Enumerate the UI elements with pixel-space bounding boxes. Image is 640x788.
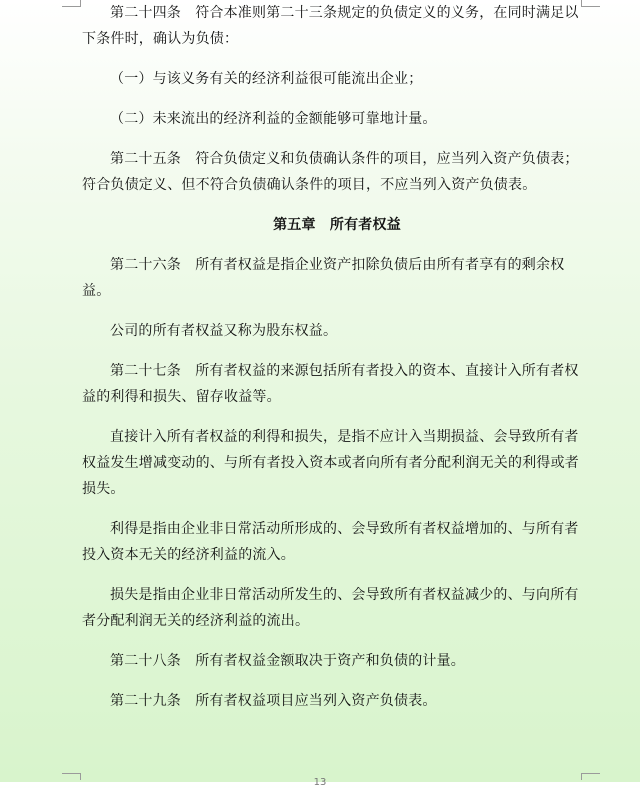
paragraph-article-25: 第二十五条 符合负债定义和负债确认条件的项目，应当列入资产负债表；符合负债定义、但不符合负债确认条件的项目，不应当列入资产负债表。	[82, 151, 579, 193]
page-corner-mark-top-left	[62, 0, 81, 7]
paragraph-item-2: （二）未来流出的经济利益的金额能够可靠地计量。	[110, 111, 437, 127]
page-number: 13	[313, 777, 327, 788]
paragraph-article-29: 第二十九条 所有者权益项目应当列入资产负债表。	[110, 693, 437, 709]
paragraph-article-27: 第二十七条 所有者权益的来源包括所有者投入的资本、直接计入所有者权益的利得和损失、留存收益等。	[82, 363, 579, 405]
chapter-heading: 第五章 所有者权益	[273, 217, 401, 233]
paragraph-direct-gains-losses: 直接计入所有者权益的利得和损失，是指不应计入当期损益、会导致所有者权益发生增减变动的、与所有者投入资本或者向所有者分配利润无关的利得或者损失。	[82, 429, 579, 497]
paragraph-article-24: 第二十四条 符合本准则第二十三条规定的负债定义的义务，在同时满足以下条件时，确认为负债：	[82, 5, 579, 47]
paragraph-item-1: （一）与该义务有关的经济利益很可能流出企业；	[110, 71, 423, 87]
paragraph-article-28: 第二十八条 所有者权益金额取决于资产和负债的计量。	[110, 653, 465, 669]
paragraph-article-26: 第二十六条 所有者权益是指企业资产扣除负债后由所有者享有的剩余权益。	[82, 257, 565, 299]
document-body	[82, 0, 592, 728]
paragraph-losses: 损失是指由企业非日常活动所发生的、会导致所有者权益减少的、与向所有者分配利润无关的经济利益的流出。	[82, 587, 579, 629]
paragraph-shareholder-equity: 公司的所有者权益又称为股东权益。	[110, 323, 338, 339]
paragraph-gains: 利得是指由企业非日常活动所形成的、会导致所有者权益增加的、与所有者投入资本无关的经济利益的流入。	[82, 521, 579, 563]
